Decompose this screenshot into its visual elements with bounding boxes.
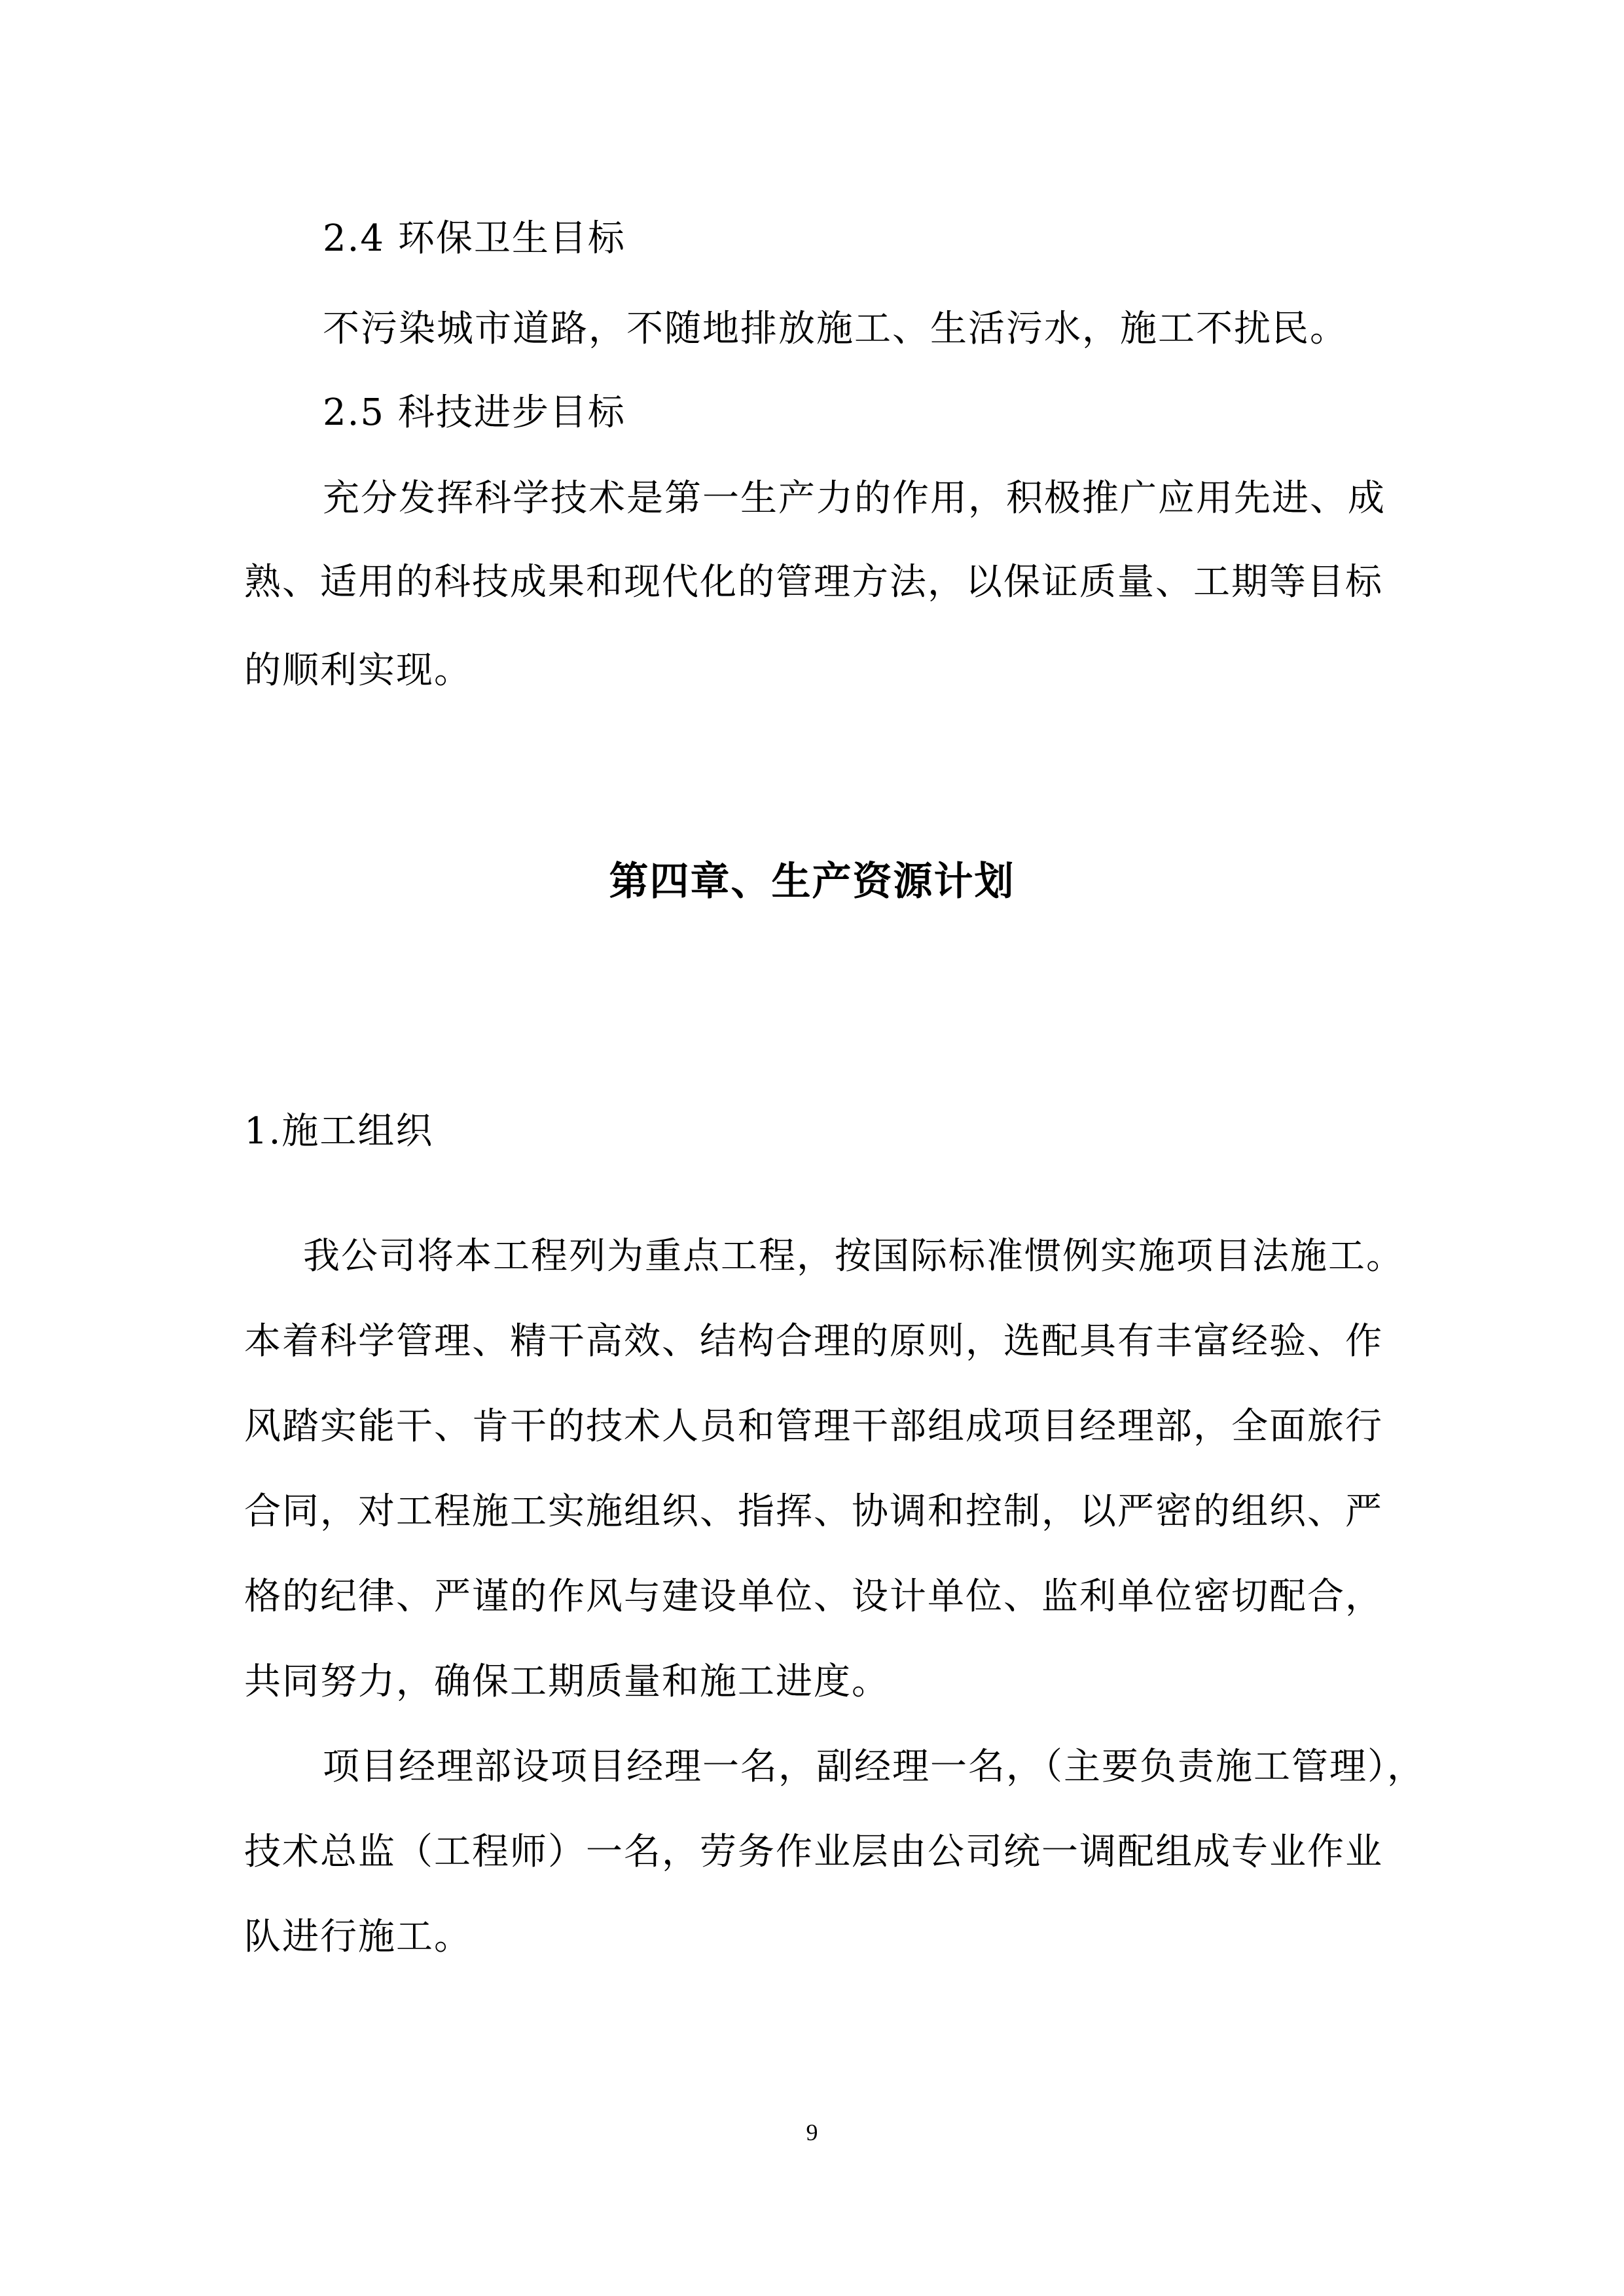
section-2-5-line-1: 充分发挥科学技术是第一生产力的作用，积极推广应用先进、成 — [323, 477, 1386, 520]
section-1-p2-line-2: 技术总监（工程师）一名，劳务作业层由公司统一调配组成专业作业 — [244, 1831, 1383, 1873]
section-2-5-line-2: 熟、适用的科技成果和现代化的管理方法，以保证质量、工期等目标 — [244, 561, 1383, 603]
section-1-p1-line-1: 我公司将本工程列为重点工程，按国际标准惯例实施项目法施工。 — [303, 1235, 1404, 1278]
section-2-4-heading: 2.4 环保卫生目标 — [323, 217, 626, 260]
section-1-p2-line-1: 项目经理部设项目经理一名，副经理一名，（主要负责施工管理）， — [323, 1746, 1425, 1788]
section-2-5-line-3: 的顺利实现。 — [244, 649, 472, 692]
section-1-p1-line-3: 风踏实能干、肯干的技术人员和管理干部组成项目经理部，全面旅行 — [244, 1405, 1383, 1448]
page-number: 9 — [806, 2119, 818, 2145]
section-2-4-paragraph: 不污染城市道路，不随地排放施工、生活污水，施工不扰民。 — [323, 308, 1348, 350]
section-1-p1-line-4: 合同，对工程施工实施组织、指挥、协调和控制，以严密的组织、严 — [244, 1490, 1383, 1533]
section-1-heading: 1.施工组织 — [244, 1110, 434, 1153]
section-2-5-heading: 2.5 科技进步目标 — [323, 391, 626, 434]
section-1-p2-line-3: 队进行施工。 — [244, 1916, 472, 1958]
chapter-title: 第四章、生产资源计划 — [609, 859, 1015, 905]
section-1-p1-line-5: 格的纪律、严谨的作风与建设单位、设计单位、监利单位密切配合， — [244, 1575, 1383, 1618]
section-1-p1-line-2: 本着科学管理、精干高效、结构合理的原则，选配具有丰富经验、作 — [244, 1320, 1383, 1363]
section-1-p1-line-6: 共同努力，确保工期质量和施工进度。 — [244, 1660, 890, 1703]
